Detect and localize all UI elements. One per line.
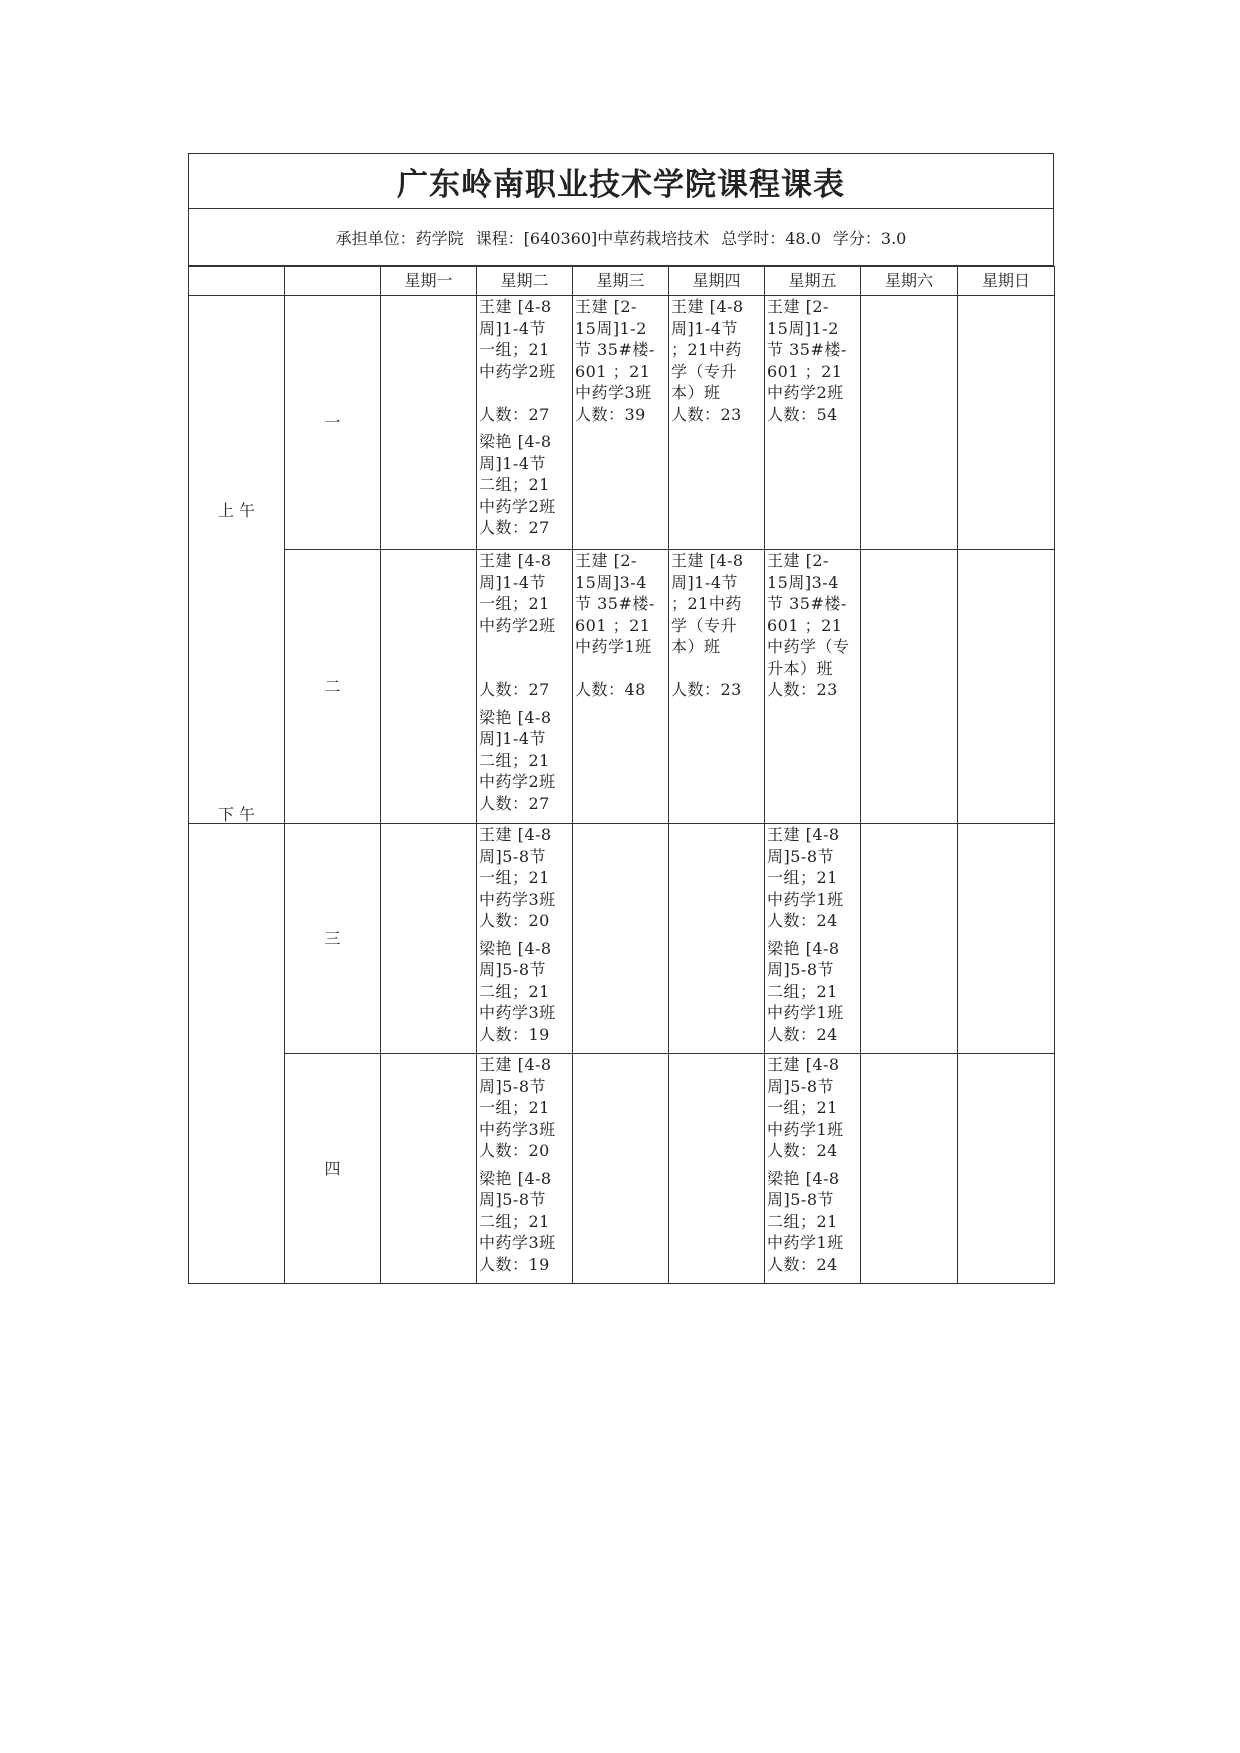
schedule-cell: [958, 824, 1055, 1054]
class-entry: 王建 [2- 15周]1-2 节 35#楼- 601 ；21 中药学2班 人数：54: [767, 297, 847, 424]
schedule-cell: [958, 296, 1055, 550]
class-entry: 王建 [4-8 周]1-4节 ；21中药 学（专升 本）班 人数：23: [671, 297, 744, 424]
session-row: [189, 1054, 1055, 1284]
unit-label: 承担单位：药学院: [335, 228, 464, 248]
corner-cell: [189, 267, 285, 296]
schedule-cell: [381, 1054, 477, 1284]
schedule-cell: [861, 296, 958, 550]
class-entry: 梁艳 [4-8 周]1-4节 二组；21 中药学2班 人数：27: [479, 432, 556, 537]
class-entry: 王建 [4-8 周]5-8节 一组；21 中药学3班 人数：20: [479, 1055, 556, 1160]
day-header: 星期五: [765, 267, 861, 296]
class-entry: 梁艳 [4-8 周]5-8节 二组；21 中药学1班 人数：24: [767, 1168, 844, 1274]
schedule-cell: [958, 550, 1055, 824]
session-label: 三: [285, 824, 381, 1054]
session-label: 一: [285, 296, 381, 550]
class-entry: 王建 [4-8 周]1-4节 一组；21 中药学2班 人数：27: [479, 297, 556, 424]
class-entry: 梁艳 [4-8 周]5-8节 二组；21 中药学3班 人数：19: [479, 938, 556, 1044]
session-row: [189, 550, 1055, 824]
period-char: 午: [239, 804, 256, 824]
period-char: 下: [217, 804, 234, 824]
class-entry: 梁艳 [4-8 周]5-8节 二组；21 中药学1班 人数：24: [767, 938, 844, 1044]
day-header: 星期一: [381, 267, 477, 296]
schedule-cell: [861, 550, 958, 824]
period-cell-afternoon: [189, 804, 285, 1284]
schedule-cell: [381, 296, 477, 550]
schedule-sheet: [188, 153, 1054, 1284]
day-header: 星期四: [669, 267, 765, 296]
class-entry: 王建 [4-8 周]1-4节 一组；21 中药学2班 人数：27: [479, 551, 556, 699]
schedule-cell: [765, 550, 861, 824]
schedule-cell: [669, 1054, 765, 1284]
schedule-cell: [381, 824, 477, 1054]
session-row: [189, 824, 1055, 1054]
period-char: 上: [217, 500, 234, 520]
credit-label: 学分：3.0: [832, 228, 907, 248]
header-row: [189, 267, 1055, 296]
page-title: 广东岭南职业技术学院课程课表: [188, 153, 1054, 209]
class-entry: 王建 [4-8 周]5-8节 一组；21 中药学1班 人数：24: [767, 825, 844, 930]
period-cell-morning: [189, 296, 285, 824]
schedule-cell: [669, 296, 765, 550]
class-entry: 王建 [2- 15周]1-2 节 35#楼- 601 ；21 中药学3班 人数：39: [575, 297, 655, 424]
schedule-cell: [477, 296, 573, 550]
session-row: [189, 296, 1055, 550]
timetable: [188, 266, 1055, 1284]
day-header: 星期日: [958, 267, 1055, 296]
schedule-cell: [765, 1054, 861, 1284]
class-entry: 王建 [4-8 周]5-8节 一组；21 中药学3班 人数：20: [479, 825, 556, 930]
schedule-cell: [765, 824, 861, 1054]
class-entry: 梁艳 [4-8 周]1-4节 二组；21 中药学2班 人数：27: [479, 707, 556, 813]
schedule-cell: [958, 1054, 1055, 1284]
schedule-cell: [477, 550, 573, 824]
schedule-cell: [573, 824, 669, 1054]
schedule-cell: [861, 1054, 958, 1284]
day-header: 星期二: [477, 267, 573, 296]
class-entry: 王建 [2- 15周]3-4 节 35#楼- 601 ；21 中药学1班 人数：48: [575, 551, 655, 699]
schedule-cell: [573, 550, 669, 824]
period-char: 午: [239, 500, 256, 520]
session-label: 二: [285, 550, 381, 824]
schedule-cell: [669, 824, 765, 1054]
class-entry: 王建 [4-8 周]1-4节 ；21中药 学（专升 本）班 人数：23: [671, 551, 744, 699]
class-entry: 王建 [2- 15周]3-4 节 35#楼- 601 ；21 中药学（专 升本）班 人数：23: [767, 551, 850, 699]
schedule-cell: [573, 296, 669, 550]
total-hours-label: 总学时：48.0: [721, 228, 821, 248]
schedule-cell: [669, 550, 765, 824]
schedule-cell: [573, 1054, 669, 1284]
schedule-cell: [477, 1054, 573, 1284]
day-header: 星期六: [861, 267, 958, 296]
schedule-cell: [861, 824, 958, 1054]
schedule-cell: [381, 550, 477, 824]
class-entry: 王建 [4-8 周]5-8节 一组；21 中药学1班 人数：24: [767, 1055, 844, 1160]
schedule-cell: [477, 824, 573, 1054]
course-label: 课程：[640360]中草药栽培技术: [475, 228, 710, 248]
schedule-cell: [765, 296, 861, 550]
corner-cell: [285, 267, 381, 296]
day-header: 星期三: [573, 267, 669, 296]
session-label: 四: [285, 1054, 381, 1284]
class-entry: 梁艳 [4-8 周]5-8节 二组；21 中药学3班 人数：19: [479, 1168, 556, 1274]
course-info-bar: [188, 209, 1054, 266]
